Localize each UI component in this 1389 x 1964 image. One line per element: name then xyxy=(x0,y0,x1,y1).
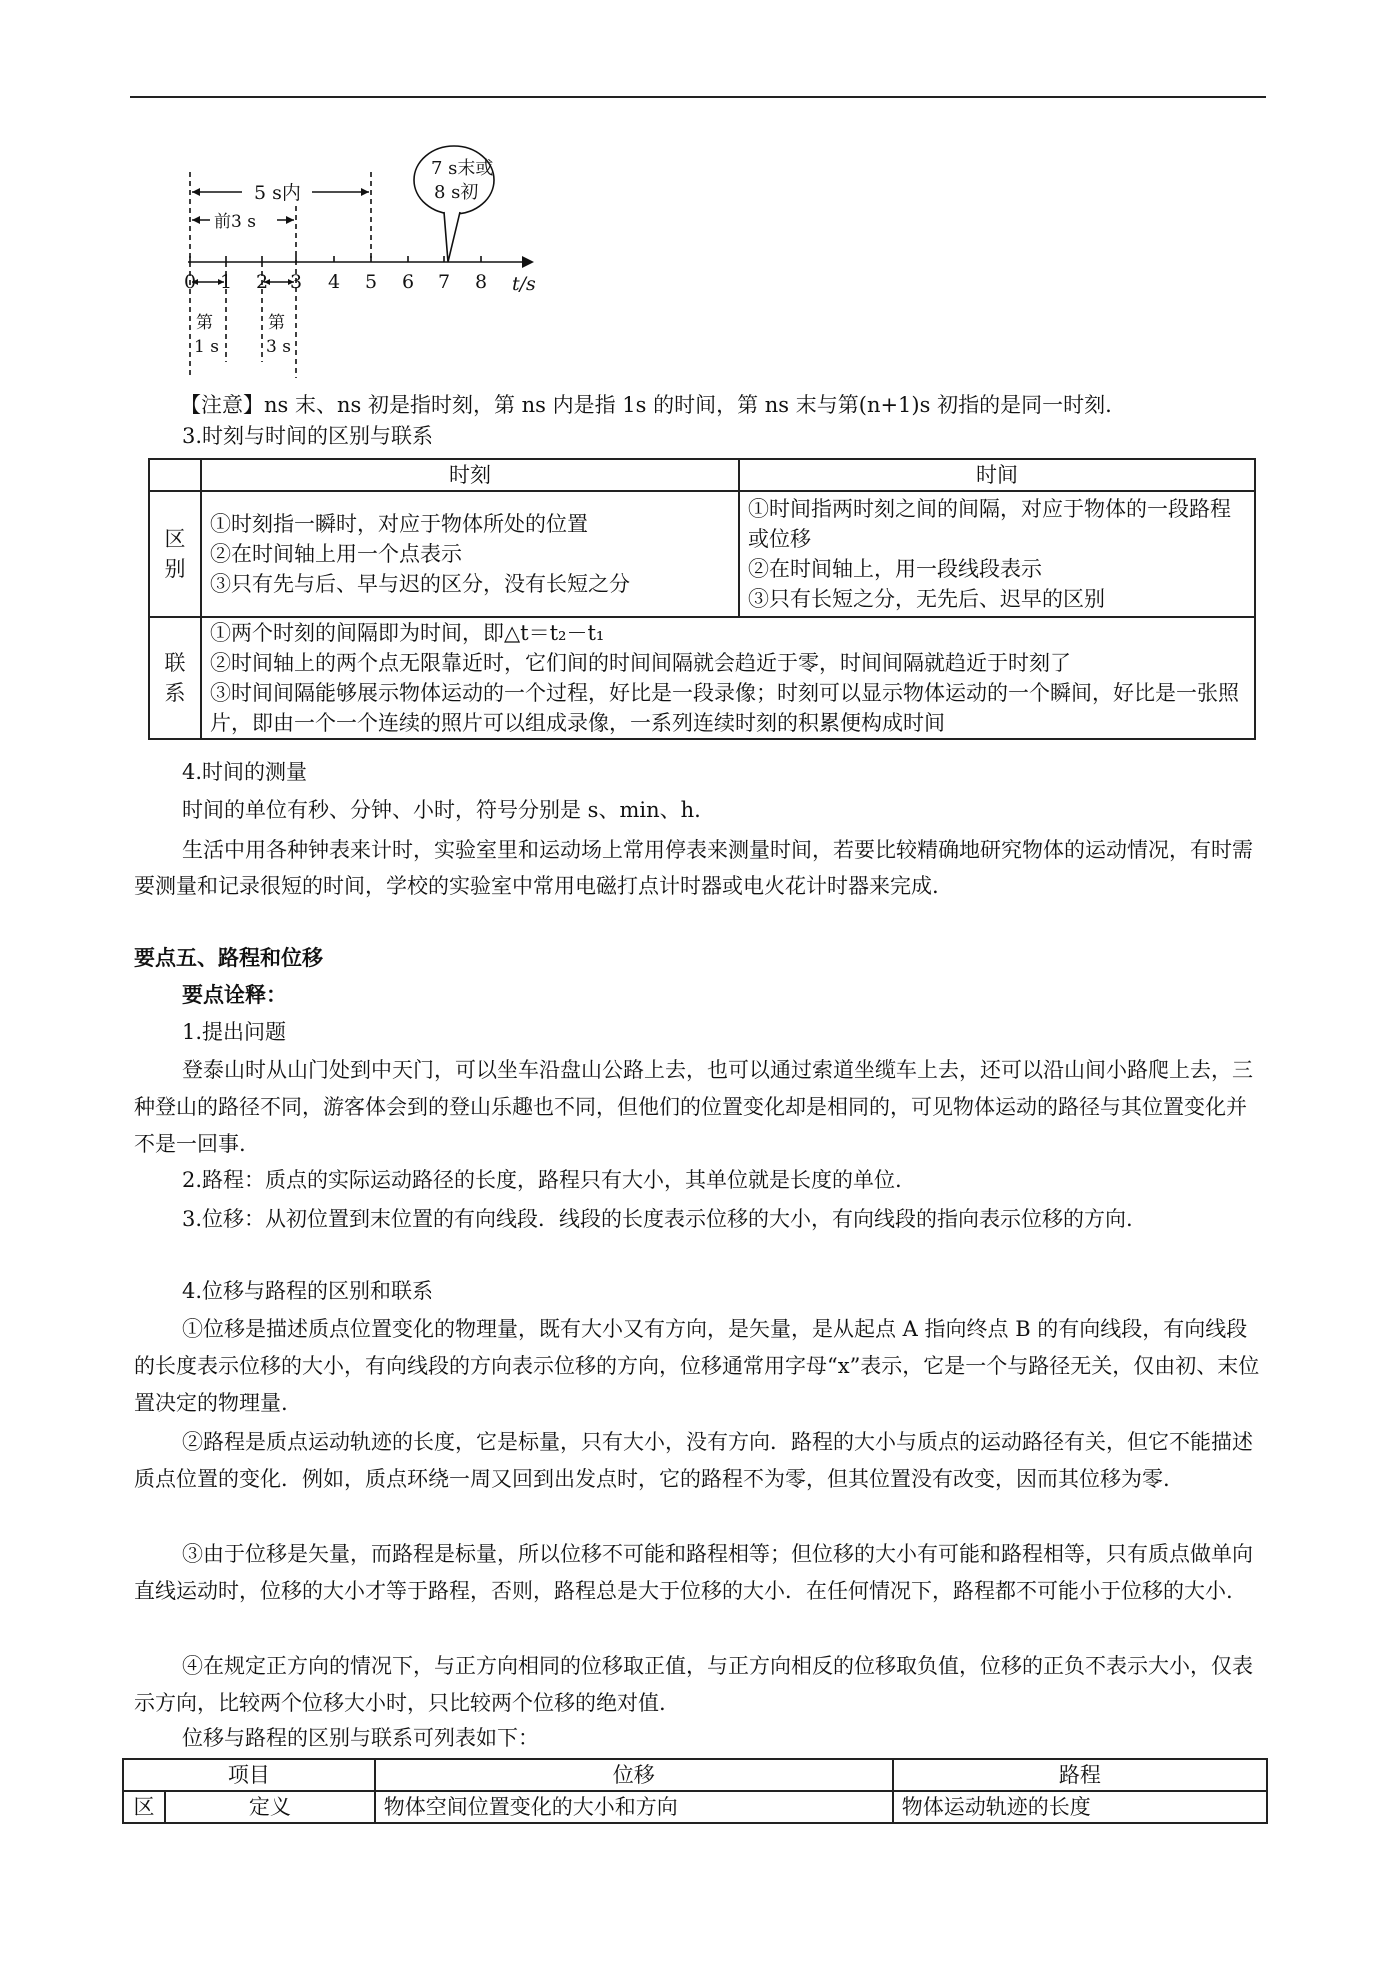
p4-5: 位移与路程的区别与联系可列表如下： xyxy=(182,1726,539,1750)
section4-p1: 时间的单位有秒、分钟、小时，符号分别是 s、min、h. xyxy=(182,798,701,822)
p1-text: 登泰山时从山门处到中天门，可以坐车沿盘山公路上去，也可以通过索道坐缆车上去，还可以沿山间小路爬上去，三种登山的路径不同，游客体会到的登山乐趣也不同，但他们的位置变化却是相同的，可见物体运动的路径与其位置变化并不是一回事. xyxy=(134,1058,1253,1156)
tick-5: 5 xyxy=(365,271,378,293)
qubie-shijian-1: ①时间指两时刻之间的间隔，对应于物体的一段路程或位移 xyxy=(748,497,1231,551)
qubie-shijian-2: ②在时间轴上，用一段线段表示 xyxy=(748,557,1042,581)
dingyi-weiyi: 物体空间位置变化的大小和方向 xyxy=(375,1791,893,1823)
weiyi-lucheng-table xyxy=(122,1758,1268,1824)
axis-arrow xyxy=(522,256,534,268)
header-item: 项目 xyxy=(123,1759,375,1791)
p3-text: 3.位移：从初位置到末位置的有向线段．线段的长度表示位移的大小，有向线段的指向表示位移的方向. xyxy=(182,1207,1133,1231)
col-header-shijian: 时间 xyxy=(739,459,1255,491)
qubie-shijian-cell xyxy=(739,491,1255,617)
tick-1: 1 xyxy=(220,271,233,293)
p1-title: 1.提出问题 xyxy=(182,1020,287,1044)
corner-cell xyxy=(149,459,201,491)
tick-8: 8 xyxy=(475,271,488,293)
heading-5-sub: 要点诠释： xyxy=(182,982,287,1007)
section4-title: 4.时间的测量 xyxy=(182,760,308,784)
tick-2: 2 xyxy=(256,271,269,293)
box2-line1: 第 xyxy=(268,313,285,333)
qubie-shike-1: ①时刻指一瞬时，对应于物体所处的位置 xyxy=(210,512,588,536)
header-lucheng: 路程 xyxy=(893,1759,1267,1791)
tick-3: 3 xyxy=(290,271,303,293)
p4-2: ②路程是质点运动轨迹的长度，它是标量，只有大小，没有方向．路程的大小与质点的运动路径有关，但它不能描述质点位置的变化．例如，质点环绕一周又回到出发点时，它的路程不为零，但其位置没有改变，因而其位移为零. xyxy=(134,1430,1253,1491)
bubble-text-1: 7 s末或 xyxy=(431,158,494,179)
callout-pointer xyxy=(444,212,460,262)
group-label-qu: 区 xyxy=(123,1791,165,1823)
tick-0: 0 xyxy=(184,271,197,293)
p4-title: 4.位移与路程的区别和联系 xyxy=(182,1279,434,1303)
label-first-3s: 前3 s xyxy=(214,212,256,232)
col-header-shike: 时刻 xyxy=(201,459,739,491)
tick-7: 7 xyxy=(438,271,451,293)
lianxi-2: ②时间轴上的两个点无限靠近时，它们间的时间间隔就会趋近于零，时间间隔就趋近于时刻了 xyxy=(210,651,1071,675)
qubie-shike-2: ②在时间轴上用一个点表示 xyxy=(210,542,462,566)
box2-line2: 3 s xyxy=(266,337,291,357)
row-label-lianxi: 联系 xyxy=(149,617,201,739)
lianxi-1: ①两个时刻的间隔即为时间，即△t＝t₂－t₁ xyxy=(210,621,605,645)
section4-p2: 生活中用各种钟表来计时，实验室里和运动场上常用停表来测量时间，若要比较精确地研究物体的运动情况，有时需要测量和记录很短的时间，学校的实验室中常用电磁打点计时器或电火花计时器来完成. xyxy=(134,838,1253,898)
header-weiyi: 位移 xyxy=(375,1759,893,1791)
tick-4: 4 xyxy=(328,271,341,293)
p2-text: 2.路程：质点的实际运动路径的长度，路程只有大小，其单位就是长度的单位. xyxy=(182,1168,902,1192)
heading-5: 要点五、路程和位移 xyxy=(134,945,323,970)
tick-6: 6 xyxy=(402,271,415,293)
header-rule xyxy=(130,96,1266,98)
axis-label: t/s xyxy=(512,273,536,295)
label-5s: 5 s内 xyxy=(254,182,301,204)
p4-1: ①位移是描述质点位置变化的物理量，既有大小又有方向，是矢量，是从起点 A 指向终点 B 的有向线段，有向线段的长度表示位移的大小，有向线段的方向表示位移的方向，位移通常用字母“x”表示，它是一个与路径无关，仅由初、末位置决定的物理量. xyxy=(134,1317,1260,1415)
row-label-qubie: 区别 xyxy=(149,491,201,617)
dingyi-lucheng: 物体运动轨迹的长度 xyxy=(893,1791,1267,1823)
p4-4: ④在规定正方向的情况下，与正方向相同的位移取正值，与正方向相反的位移取负值，位移的正负不表示大小，仅表示方向，比较两个位移大小时，只比较两个位移的绝对值. xyxy=(134,1654,1253,1715)
qubie-shijian-3: ③只有长短之分，无先后、迟早的区别 xyxy=(748,587,1105,611)
p4-3: ③由于位移是矢量，而路程是标量，所以位移不可能和路程相等；但位移的大小有可能和路程相等，只有质点做单向直线运动时，位移的大小才等于路程，否则，路程总是大于位移的大小．在任何情况下，路程都不可能小于位移的大小. xyxy=(134,1542,1253,1603)
lianxi-cell xyxy=(201,617,1255,739)
bubble-text-2: 8 s初 xyxy=(434,182,479,203)
note-text: 【注意】ns 末、ns 初是指时刻，第 ns 内是指 1s 的时间，第 ns 末与第(n+1)s 初指的是同一时刻. xyxy=(180,393,1112,417)
box1-line1: 第 xyxy=(196,313,213,333)
callout-bubble xyxy=(414,146,494,214)
box1-line2: 1 s xyxy=(194,337,219,357)
shike-shijian-table xyxy=(148,458,1256,740)
row-label-dingyi: 定义 xyxy=(165,1791,375,1823)
section3-title: 3.时刻与时间的区别与联系 xyxy=(182,424,434,448)
lianxi-3: ③时间间隔能够展示物体运动的一个过程，好比是一段录像；时刻可以显示物体运动的一个瞬间，好比是一张照片，即由一个一个连续的照片可以组成录像，一系列连续时刻的积累便构成时间 xyxy=(210,681,1239,735)
qubie-shike-cell xyxy=(201,491,739,617)
qubie-shike-3: ③只有先与后、早与迟的区分，没有长短之分 xyxy=(210,572,630,596)
timeline-figure xyxy=(182,142,562,382)
